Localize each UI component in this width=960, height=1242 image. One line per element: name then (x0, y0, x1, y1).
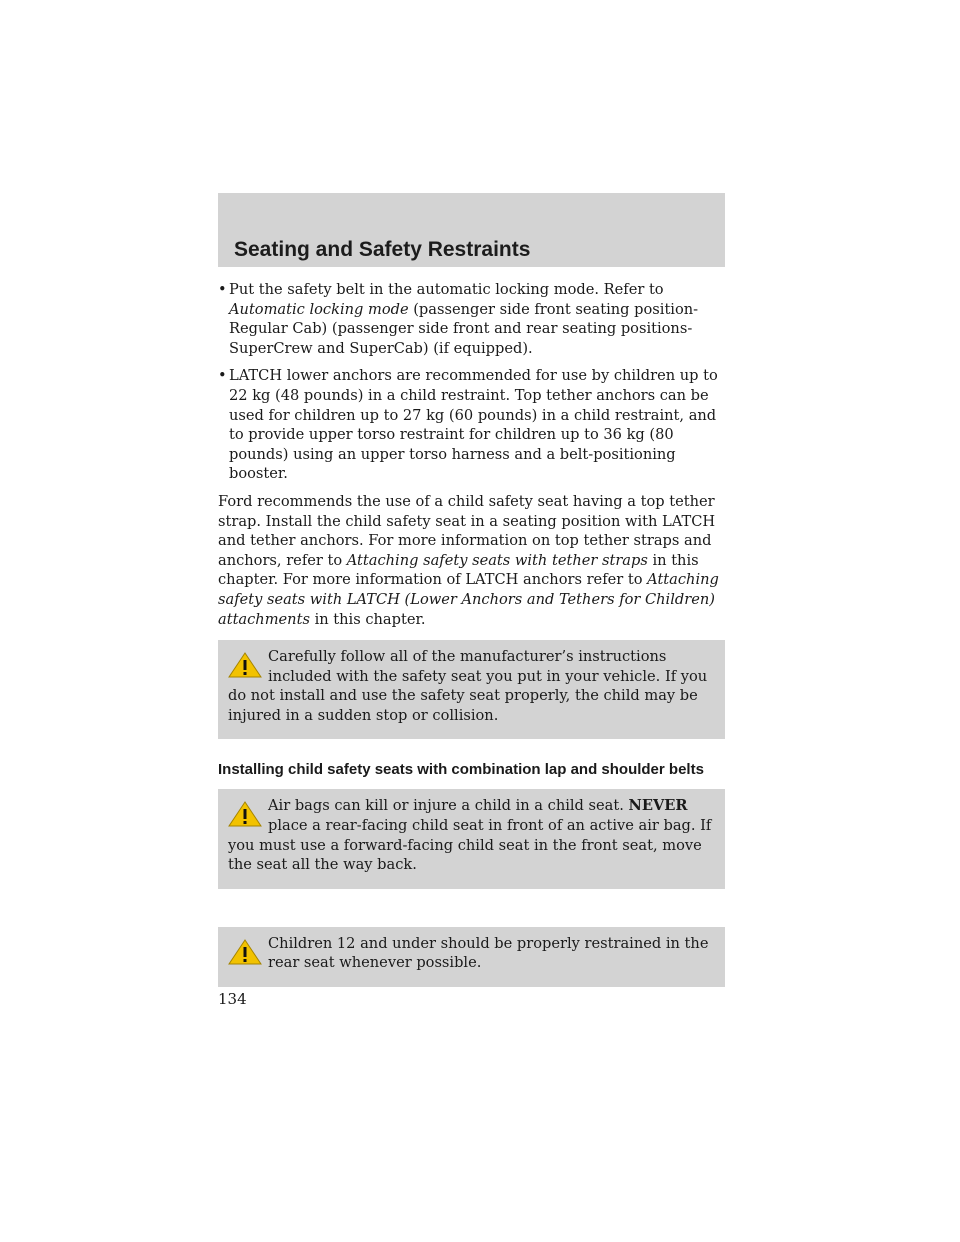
bullet-text: LATCH lower anchors are recommended for use by children up to 22 kg (48 pounds) in a child restraint. Top tether anchors can be used for children up to 27 kg (60 pounds) in a child restraint, and to provide upper torso restraint for children up to 36 kg (80 pounds) using an upper torso harness and a belt-positioning booster. (229, 367, 718, 483)
content (218, 272, 725, 987)
list-item (218, 366, 725, 484)
reference-automatic-locking-mode: Automatic locking mode (229, 300, 409, 318)
body-paragraph: Ford recommends the use of a child safety seat having a top tether strap. Install the child safety seat in a seating position with LATCH and tether anchors. For more information on top tether straps and anchors, refer to Attaching safety seats with tether straps in this chapter. For more information of LATCH anchors refer to Attaching safety seats with LATCH (Lower Anchors and Tethers for Children) attachments in this chapter. (218, 492, 719, 628)
reference-tether-straps: Attaching safety seats with tether straps (346, 551, 648, 569)
section-heading: Installing child safety seats with combination lap and shoulder belts (218, 761, 704, 779)
reference-latch-attachments: Attaching safety seats with LATCH (Lower Anchors and Tethers for Children) attachments (218, 571, 719, 628)
warning-box (218, 640, 725, 739)
warning-icon (228, 801, 262, 827)
warning-box (218, 789, 725, 888)
warning-text: Children 12 and under should be properly restrained in the rear seat whenever possible. (268, 934, 709, 972)
warning-icon (228, 939, 262, 965)
header-band (218, 193, 725, 267)
page-number: 134 (218, 990, 247, 1008)
warning-box (218, 927, 725, 987)
bullet-text: Put the safety belt in the automatic locking mode. Refer to Automatic locking mode (passenger side front seating position-Regular Cab) (passenger side front and rear seating positions-SuperCrew and SuperCab) (if equipped). (229, 281, 699, 357)
page-title: Seating and Safety Restraints (234, 238, 531, 261)
warning-text: Air bags can kill or injure a child in a child seat. NEVER place a rear-facing child seat in front of an active air bag. If you must use a forward-facing child seat in the front seat, move the seat all the way back. (228, 797, 712, 874)
never-emphasis: NEVER (628, 797, 688, 815)
list-item (218, 280, 725, 358)
bullet-symbol: • (218, 367, 227, 385)
warning-icon (228, 652, 262, 678)
bullet-symbol: • (218, 281, 227, 298)
warning-text: Carefully follow all of the manufacturer’s instructions included with the safety seat you put in your vehicle. If you do not install and use the safety seat properly, the child may be injured in a sudden stop or collision. (228, 648, 708, 724)
